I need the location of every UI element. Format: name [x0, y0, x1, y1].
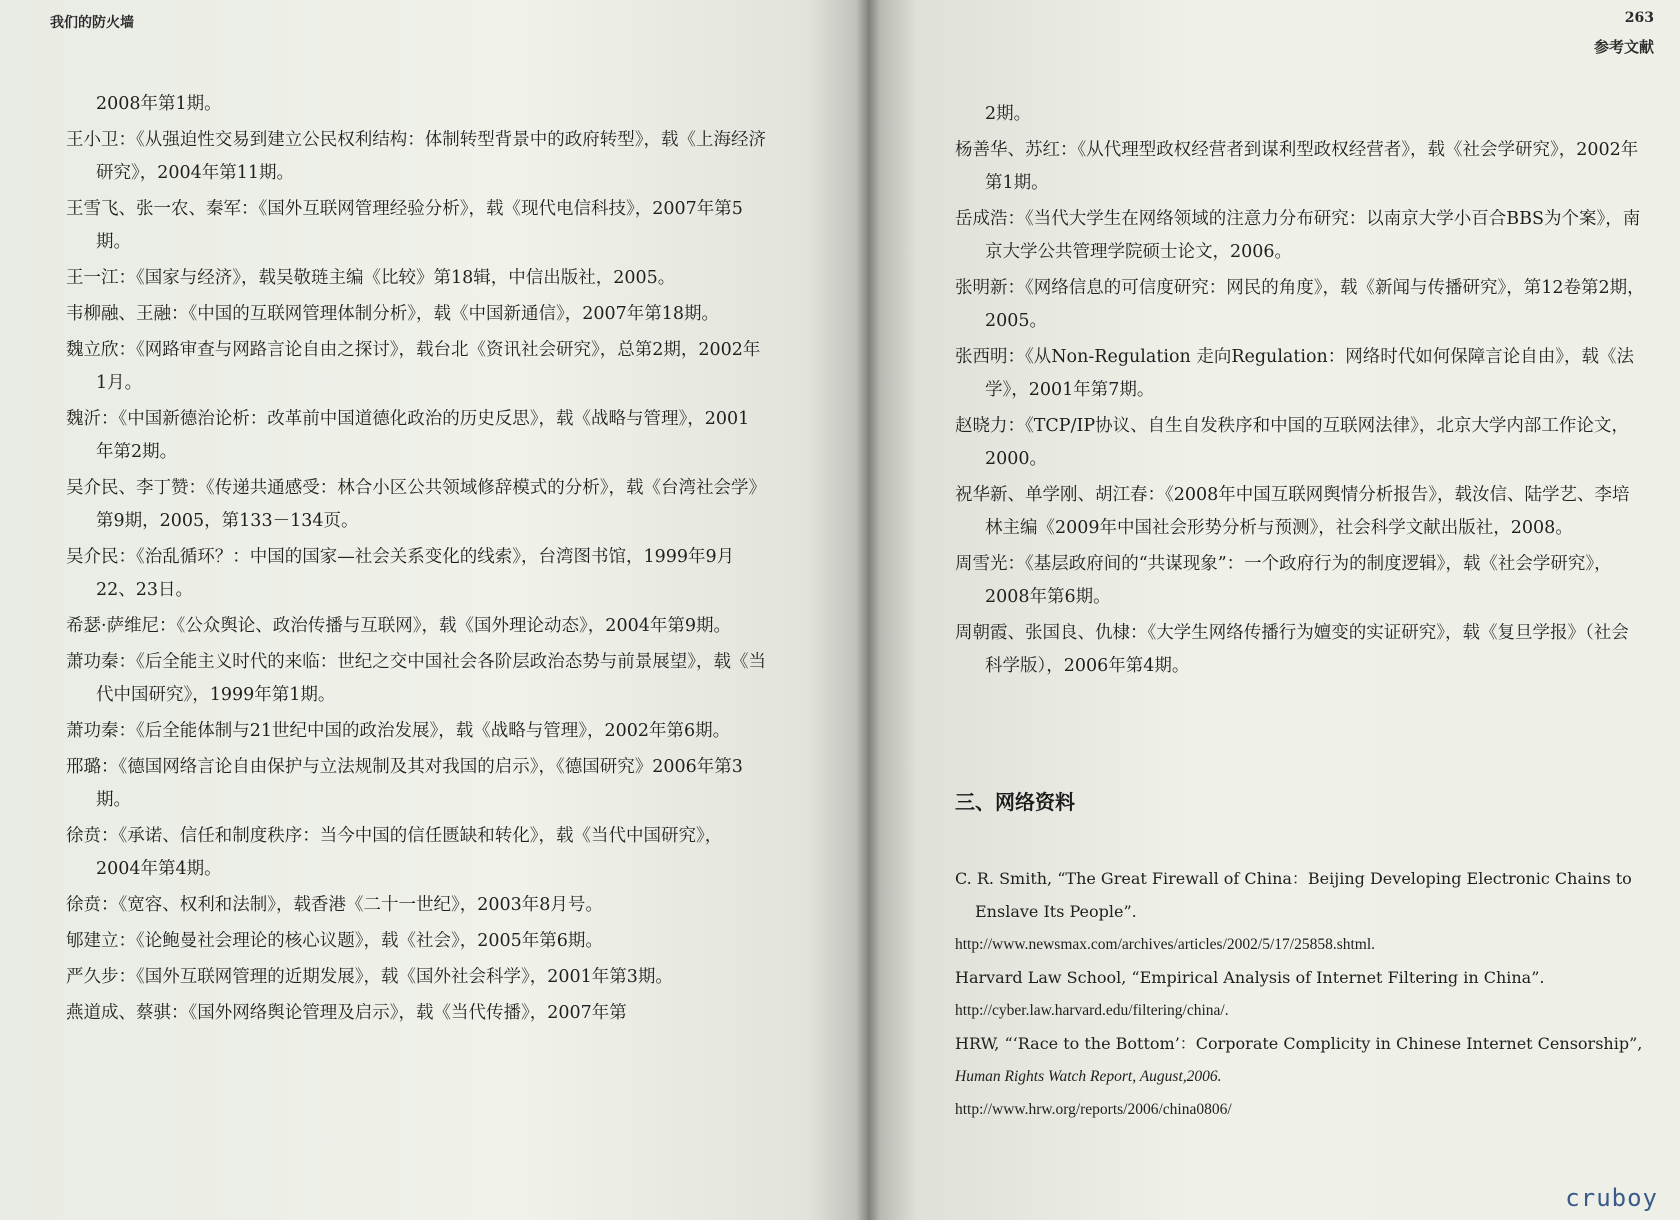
- reference-entry: 徐贲：《承诺、信任和制度秩序：当今中国的信任匮缺和转化》，载《当代中国研究》，2004年第4期。: [66, 826, 723, 879]
- reference-url: http://www.newsmax.com/archives/articles/2002/5/17/25858.shtml.: [955, 936, 1376, 953]
- reference-entry: 萧功秦：《后全能体制与21世纪中国的政治发展》，载《战略与管理》，2002年第6期。: [66, 721, 731, 741]
- reference-entry: 赵晓力：《TCP/IP协议、自生自发秩序和中国的互联网法律》，北京大学内部工作论文，2000。: [955, 416, 1629, 469]
- reference-entry: 周雪光：《基层政府间的“共谋现象”：一个政府行为的制度逻辑》，载《社会学研究》，2008年第6期。: [955, 554, 1612, 607]
- reference-entry: 王小卫：《从强迫性交易到建立公民权利结构：体制转型背景中的政府转型》，载《上海经济研究》，2004年第11期。: [66, 130, 766, 183]
- reference-entry: 萧功秦：《后全能主义时代的来临：世纪之交中国社会各阶层政治态势与前景展望》，载《当代中国研究》，1999年第1期。: [66, 652, 766, 705]
- reference-entry: 徐贲：《宽容、权利和法制》，载香港《二十一世纪》，2003年8月号。: [66, 895, 603, 915]
- right-running-head: 参考文献: [1593, 38, 1654, 56]
- web-reference-text: C. R. Smith, “The Great Firewall of China：Beijing Developing Electronic Chains to Enslave Its People”.: [955, 869, 1632, 921]
- right-reference-list: [955, 98, 1645, 686]
- reference-entry: 张西明：《从Non-Regulation 走向Regulation：网络时代如何保障言论自由》，载《法学》，2001年第7期。: [955, 347, 1635, 400]
- section-heading-web-resources: 三、网络资料: [955, 790, 1075, 814]
- left-running-head: 我们的防火墙: [50, 15, 134, 31]
- reference-entry: 燕道成、蔡骐：《国外网络舆论管理及启示》，载《当代传播》，2007年第: [66, 1003, 627, 1023]
- reference-entry: 邢璐：《德国网络言论自由保护与立法规制及其对我国的启示》，《德国研究》2006年第3期。: [66, 757, 743, 810]
- web-reference-text: HRW, “‘Race to the Bottom’：Corporate Complicity in Chinese Internet Censorship”,: [955, 1034, 1643, 1053]
- reference-entry: 2期。: [985, 104, 1032, 124]
- web-reference-entry: [955, 961, 1645, 1027]
- report-note: Human Rights Watch Report, August,2006.: [955, 1068, 1222, 1085]
- reference-entry: 2008年第1期。: [96, 94, 222, 114]
- left-reference-list: [66, 88, 766, 1033]
- reference-entry: 张明新：《网络信息的可信度研究：网民的角度》，载《新闻与传播研究》，第12卷第2期，2005。: [955, 278, 1645, 331]
- reference-entry: 王一江：《国家与经济》，载吴敬琏主编《比较》第18辑，中信出版社，2005。: [66, 268, 676, 288]
- reference-entry: 吴介民、李丁赞：《传递共通感受：林合小区公共领域修辞模式的分析》，载《台湾社会学》第9期，2005，第133－134页。: [66, 478, 766, 531]
- reference-url: http://www.hrw.org/reports/2006/china0806/: [955, 1101, 1232, 1118]
- web-reference-text: Harvard Law School, “Empirical Analysis of Internet Filtering in China”.: [955, 968, 1545, 987]
- reference-entry: 魏立欣：《网路审查与网路言论自由之探讨》，载台北《资讯社会研究》，总第2期，2002年1月。: [66, 340, 761, 393]
- reference-entry: 祝华新、单学刚、胡江春：《2008年中国互联网舆情分析报告》，载汝信、陆学艺、李培林主编《2009年中国社会形势分析与预测》，社会科学文献出版社，2008。: [955, 485, 1630, 538]
- reference-entry: 杨善华、苏红：《从代理型政权经营者到谋利型政权经营者》，载《社会学研究》，2002年第1期。: [955, 140, 1639, 193]
- reference-entry: 严久步：《国外互联网管理的近期发展》，载《国外社会科学》，2001年第3期。: [66, 967, 673, 987]
- web-reference-entry: [955, 1027, 1645, 1126]
- web-reference-list: [955, 862, 1645, 1126]
- reference-entry: 希瑟·萨维尼：《公众舆论、政治传播与互联网》，载《国外理论动态》，2004年第9期。: [66, 616, 731, 636]
- page-number: 263: [1624, 10, 1654, 26]
- reference-url: http://cyber.law.harvard.edu/filtering/china/.: [955, 1002, 1229, 1019]
- web-reference-entry: [955, 862, 1645, 961]
- reference-entry: 郇建立：《论鲍曼社会理论的核心议题》，载《社会》，2005年第6期。: [66, 931, 603, 951]
- reference-entry: 周朝霞、张国良、仇棣：《大学生网络传播行为嬗变的实证研究》，载《复旦学报》（社会科学版），2006年第4期。: [955, 623, 1629, 676]
- reference-entry: 魏沂：《中国新德治论析：改革前中国道德化政治的历史反思》，载《战略与管理》，2001年第2期。: [66, 409, 750, 462]
- reference-entry: 韦柳融、王融：《中国的互联网管理体制分析》，载《中国新通信》，2007年第18期。: [66, 304, 720, 324]
- reference-entry: 吴介民：《治乱循环？：中国的国家—社会关系变化的线索》，台湾图书馆，1999年9月22、23日。: [66, 547, 735, 600]
- reference-entry: 王雪飞、张一农、秦军：《国外互联网管理经验分析》，载《现代电信科技》，2007年第5期。: [66, 199, 743, 252]
- book-gutter: [856, 0, 880, 1220]
- reference-entry: 岳成浩：《当代大学生在网络领域的注意力分布研究：以南京大学小百合BBS为个案》，南京大学公共管理学院硕士论文，2006。: [955, 209, 1641, 262]
- scanner-watermark: cruboy: [1565, 1184, 1658, 1212]
